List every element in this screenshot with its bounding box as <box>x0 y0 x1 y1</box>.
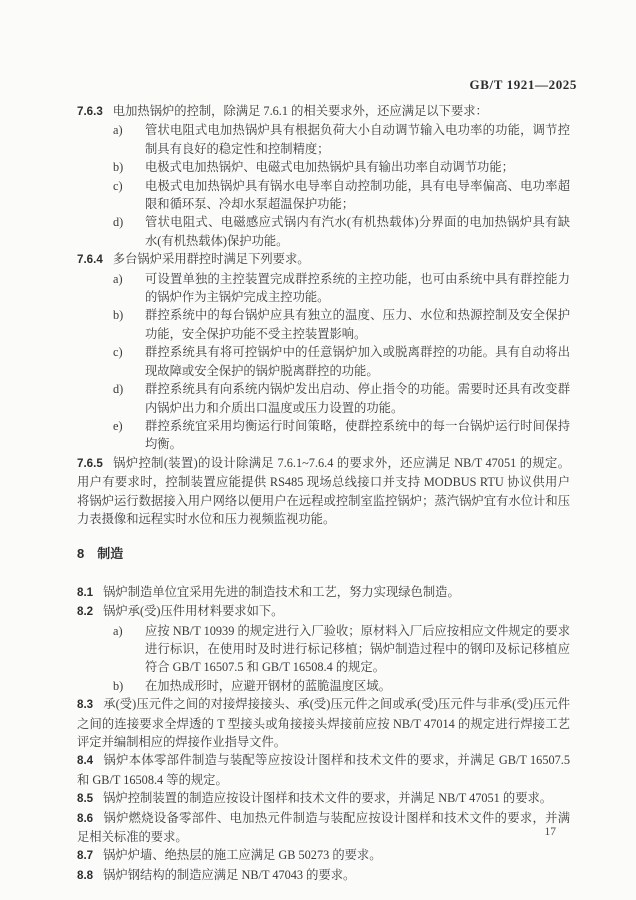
clause-7-6-5 <box>77 454 570 529</box>
clause-8-6 <box>77 809 570 847</box>
clause-number: 8.2 <box>77 605 94 619</box>
list-item <box>77 380 570 417</box>
clause-number: 8.4 <box>77 754 94 768</box>
clause-paragraph <box>77 602 570 621</box>
clause-paragraph <box>77 809 570 847</box>
item-label: b) <box>113 678 124 693</box>
clause-number: 8.8 <box>77 868 94 882</box>
list-item <box>77 121 570 158</box>
clause-paragraph <box>77 695 570 751</box>
item-label: c) <box>113 345 123 360</box>
item-text: 可设置单独的主控装置完成群控系统的主控功能，也可由系统中具有群控能力的锅炉作为主锅炉完成主控功能。 <box>145 271 570 305</box>
list-item <box>77 270 570 307</box>
item-text: 应按 NB/T 10939 的规定进行入厂验收；原材料入厂后应按相应文件规定的要求进行标识，在使用时及时进行标记移植；锅炉制造过程中的钢印及标记移植应符合 GB/T 16507.5 和 GB/T 16508.4 的规定。 <box>145 623 570 675</box>
item-text: 管状电阻式电加热锅炉具有根据负荷大小自动调节输入电功率的功能，调节控制具有良好的稳定性和控制精度； <box>145 123 570 156</box>
clause-number: 7.6.3 <box>77 105 103 118</box>
list-item <box>77 343 570 380</box>
clause-number: 8.3 <box>77 698 94 712</box>
clause-number: 8.5 <box>77 792 94 806</box>
list-item <box>77 213 570 250</box>
clause-text: 承(受)压元件之间的对接焊接接头、承(受)压元件之间或承(受)压元件与非承(受)压元件之间的连接要求全焊透的 T 型接头或角接接头焊接前应按 NB/T 47014 的规定进行焊接工艺评定并编制相应的焊接作业指导文件。 <box>77 697 570 749</box>
clause-paragraph <box>77 102 570 121</box>
standard-code-header: GB/T 1921—2025 <box>469 77 577 92</box>
clause-paragraph <box>77 250 570 269</box>
section-title: 制造 <box>97 546 124 562</box>
item-label: a) <box>113 623 123 638</box>
clause-paragraph <box>77 751 570 789</box>
item-text: 群控系统具有将可控锅炉中的任意锅炉加入或脱离群控的功能。具有自动将出现故障或安全保护的锅炉脱离群控的功能。 <box>145 345 570 378</box>
clause-number: 7.6.5 <box>77 456 103 470</box>
clause-number: 8.1 <box>77 585 94 599</box>
clause-text: 锅炉制造单位宜采用先进的制造技术和工艺，努力实现绿色制造。 <box>103 584 460 599</box>
item-text: 群控系统宜采用均衡运行时间策略，使群控系统中的每一台锅炉运行时间保持均衡。 <box>145 418 570 452</box>
item-text: 群控系统中的每台锅炉应具有独立的温度、压力、水位和热源控制及安全保护功能，安全保护功能不受主控装置影响。 <box>145 308 570 341</box>
clause-text: 锅炉承(受)压件用材料要求如下。 <box>103 604 284 619</box>
list-item <box>77 622 570 677</box>
clause-8-2 <box>77 602 570 695</box>
clause-8-4 <box>77 751 570 789</box>
item-text: 电极式电加热锅炉、电磁式电加热锅炉具有输出功率自动调节功能； <box>145 160 514 175</box>
clause-number: 7.6.4 <box>77 253 103 267</box>
section-heading <box>77 545 570 563</box>
clause-paragraph <box>77 583 570 602</box>
item-text: 管状电阻式、电磁感应式锅内有汽水(有机热载体)分界面的电加热锅炉具有缺水(有机热载体)保护功能。 <box>145 215 570 248</box>
clause-text: 锅炉本体零部件制造与装配等应按设计图样和技术文件的要求，并满足 GB/T 16507.5 和 GB/T 16508.4 等的规定。 <box>77 753 570 787</box>
item-text: 电极式电加热锅炉具有锅水电导率自动控制功能，具有电导率偏高、电功率超限和循环泵、冷却水泵超温保护功能； <box>145 178 570 212</box>
page-body <box>77 102 570 885</box>
item-label: d) <box>113 382 124 397</box>
item-label: a) <box>113 271 123 286</box>
clause-8-1 <box>77 583 570 602</box>
clause-8-8 <box>77 866 570 885</box>
list-item <box>77 158 570 176</box>
clause-paragraph <box>77 789 570 808</box>
clause-7-6-3 <box>77 102 570 250</box>
item-label: a) <box>113 123 123 138</box>
clause-number: 8.7 <box>77 849 94 863</box>
clause-8-7 <box>77 846 570 865</box>
item-label: e) <box>113 418 123 433</box>
clause-paragraph <box>77 846 570 865</box>
list-item <box>77 177 570 214</box>
item-label: b) <box>113 160 124 175</box>
clause-text: 锅炉燃烧设备零部件、电加热元件制造与装配应按设计图样和技术文件的要求，并满足相关标准的要求。 <box>77 810 570 845</box>
clause-7-6-4 <box>77 250 570 453</box>
section-number: 8 <box>77 546 85 562</box>
clause-8-5 <box>77 789 570 808</box>
clause-paragraph <box>77 454 570 529</box>
item-label: b) <box>113 308 124 323</box>
item-label: d) <box>113 215 124 230</box>
list-item <box>77 677 570 695</box>
clause-number: 8.6 <box>77 811 94 825</box>
clause-paragraph <box>77 866 570 885</box>
clause-text: 锅炉钢结构的制造应满足 NB/T 47043 的要求。 <box>103 867 356 882</box>
item-label: c) <box>113 178 123 193</box>
page-number: 17 <box>544 826 556 838</box>
clause-text: 电加热锅炉的控制，除满足 7.6.1 的相关要求外，还应满足以下要求： <box>112 104 488 118</box>
item-text: 群控系统具有向系统内锅炉发出启动、停止指令的功能。需要时还具有改变群内锅炉出力和介质出口温度或压力设置的功能。 <box>145 382 570 415</box>
clause-text: 锅炉控制装置的制造应按设计图样和技术文件的要求，并满足 NB/T 47051 的要求。 <box>103 791 553 806</box>
clause-text: 锅炉炉墙、绝热层的施工应满足 GB 50273 的要求。 <box>103 848 382 863</box>
item-text: 在加热成形时，应避开钢材的蓝脆温度区域。 <box>145 678 391 693</box>
list-item <box>77 417 570 454</box>
list-item <box>77 306 570 343</box>
clause-text: 锅炉控制(装置)的设计除满足 7.6.1~7.6.4 的要求外，还应满足 NB/T 47051 的规定。用户有要求时，控制装置应能提供 RS485 现场总线接口并支持 MODBUS RTU 协议供用户将锅炉运行数据接入用户网络以便用户在远程或控制室监控锅炉；蒸汽锅炉宜有水位计和压力表摄像和远程实时水位和压力视频监视功能。 <box>77 455 570 526</box>
clause-8-3 <box>77 695 570 751</box>
clause-text: 多台锅炉采用群控时满足下列要求。 <box>112 252 310 267</box>
